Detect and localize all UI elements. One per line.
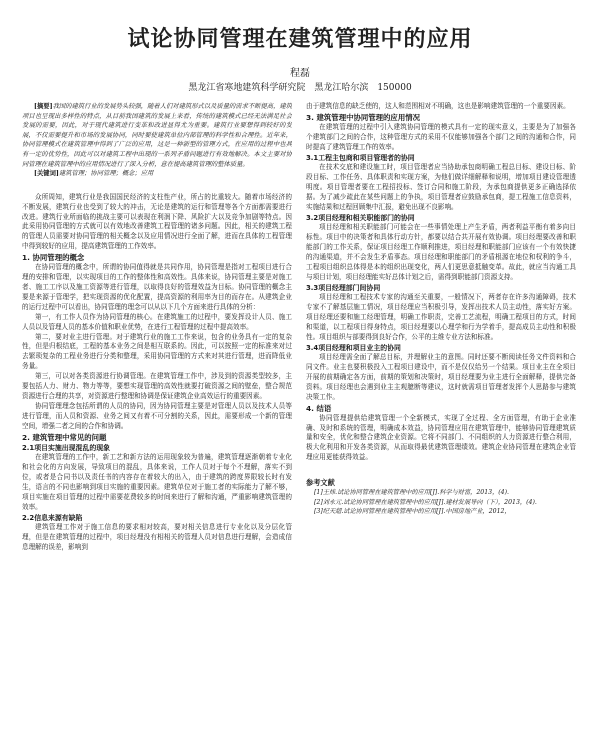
author-affiliation: 黑龙江省寒地建筑科学研究院 黑龙江哈尔滨 150000 — [188, 83, 412, 93]
body-paragraph: 在技术交底和建设施工时，项目管理者应当协助承包商明确工程总目标、建设目标、阶段目标、工作任务、具体职责和实现方案，为他们做详细解释和说明，增加项目建设管理透明度。项目管理者要在工程招投标、签订合同和施工阶段，为承包商提供更多正确选择依据。为了减少疏此在某些问题上的争执，项目管理者应鼓励承包商，提工程施工信息资料，实施结果和过程回顾集中汇报，避免出现不良影响。 — [306, 163, 576, 211]
abstract — [22, 102, 292, 169]
body-paragraph: 项目经理需全面了解总目标，并理解业主的意图。同时还要不断阅读任务文件资料和合同文件。业主也要积极投入工程项目建设中，而不是仅仅给另一个结果。项目业主在全项目开展的前期确定各方面，前期的策划和决策时，项目经理要为业主进行全面解释，提供完备资料。项目经理也会遇到业主主观臆断等建议，这时就需项目管理者发挥个人思路参与建筑决策工作。 — [306, 353, 576, 401]
references-list — [306, 488, 576, 517]
keywords-label: [关键词] — [34, 170, 59, 178]
body-paragraph: 在协同管理的概念中，所谓的协同值得就是共同作用，协同管理是指对工程项目进行合理的安排和管理，以实现项目的工作的整体性和高效性。具体来说，协同管理主要是对施工者、施工工序以及施工资源等进行管理，以取得良好的管理效益为目标。协同管理的概念主要是来源于管理学，把实现资源的优化配置，提高资源的利用率为目的而存在。从建筑企业的运行过程中可以看出，协同管理的理念可以从以下几个方面来进行具体的分析： — [22, 263, 292, 311]
reference-item: [2]刘永元.试论协同管理在建筑管理中的应用[J].建材发展导向（下），2013，(4). — [314, 498, 537, 506]
references-title: 参考文献 — [306, 478, 335, 488]
body-paragraph: 第二，要对业主进行管理。对于建筑行业的施工工作来说，包含的业务具有一定的复杂性，但是归根结底，工程的基本业务之间是相互联系的。因此，可以按照一定的标准来对过去繁琐复杂的工程业务进行分类和整理，采用协同管理的方式来对其进行管理，进而降低业务量。 — [22, 332, 292, 371]
subsection-heading: 3.2项目经理和相关职能部门的协同 — [306, 213, 415, 222]
body-paragraph: 协同管理提供给建筑管理一个全新模式，实现了全过程、全方面管理，有助于企业准确、及时和系统的管理，明确成本效益，协同管理应用在建筑管理中，能够协同管理建筑质量和安全，优化和整合建筑企业资源。它将不同部门、不同组织的人力资源进行整合利用，极大化利用和开发各类资源，从而取得最优建筑管理绩效。建筑企业协同管理在建筑企业管理应用更能获得效益。 — [306, 413, 576, 462]
body-paragraph: 项目经理和相关职能部门可能会在一些事情处理上产生矛盾，两者利益平衡有着多向目标性。项目中的决策者和具体行动方针，都要以结合共开展有效协调。项目经理要改善和职能部门的工作关系，保证项目经理工作顺利推进，项目经理和职能部门应该有一个有效快捷的沟通渠道，并不会发生矛盾事态。项目经理和职能部门的矛盾根源在地位和权利的争斗，工程项目组织总体得是本的组织出现变化，两人们更思意抵触变革。故此，就应当沟通工具与项目计划，项目经理能实好总体计划之后，需得到职能部门资源支持。 — [306, 223, 576, 281]
section-heading: 1. 协同管理的概念 — [22, 253, 85, 263]
spacer — [22, 179, 292, 193]
body-paragraph: 第一，有工作人员作为协同管理的核心。在建筑施工的过程中，要发挥设计人员、施工人员以及管理人员的基本价值和职业优势，在进行工程管理的过程中提高效率。 — [22, 312, 292, 331]
abstract-text: 我国的建筑行业的发展势头较强，随着人们对建筑形式以及质量的需求不断提高，建筑项目也呈现出多样性的特点，从目前我国建筑的发展上来看，传统的建筑模式已经无法满足社会发展的需要，因此，对于现代建筑进行变革和改进显得尤为重要。建筑行业要想得到较好的发展，不仅需要提升和市场的发展协同，同时要使建筑单位内部管理的科学性和合理性。近年来，协同管理模式在建筑管理中得到了广泛的应用，这是一种新型的管理方式，在应用的过程中也具有一定的优势性，因此可以对建筑工程中出现的一系列矛盾问题进行有效地解决。本文主要对协同管理在建筑管理中的应用情况进行了深入分析，意在提高建筑管理的整体质量。 — [22, 103, 292, 168]
subsection-heading: 2.1项目实施出现混乱的现象 — [22, 443, 111, 452]
reference-item: [3]纪天超.试论协同管理在建筑管理中的应用[J].中国房地产业，2012， — [314, 508, 511, 516]
body-paragraph: 在建筑管理的工作中，新工艺和新方法的运用现象较为普遍，建筑管理逐渐朝着专业化和社会化的方向发展，导致项目的混乱，具体来说，工作人员对于每个不理解，落实不到位，或者是合同书以及责任书的内容存在着较大的出入，由于建筑的跨度界限较长时有发生，语言的不同也影响到项目实施的重要因素。建筑单位对于施工者的实际能力了解不够，项目实施在项目管理的过程中需要花费较多的时间来进行了解和沟通，严重影响建筑管理的效率。 — [22, 453, 292, 511]
right-body — [306, 102, 576, 463]
abstract-label: [摘要] — [34, 103, 53, 110]
body-paragraph: 项目经理和工程技术专家的沟通至关重要，一般情况下，两者存在许多沟通障碍，技术专家不了解基层施工情况，项目经理应当积极引导，发挥出技术人员主动性，落实好方案。项目经理还要和施工经理管理，明确工作职责，完善工艺流程，明确工程项目的方式，时间和渠道，以工程项目得身特点，项目经理要以心理学和行为学着手，提高成员主动性和积极性。项目组织与部要得到良好合作，公平的主维专业方法和标准。 — [306, 293, 576, 341]
subsection-heading: 3.3项目经理部门间协同 — [306, 283, 381, 292]
body-paragraph: 建筑管理工作对于施工信息的要求相对较高，要对相关信息进行专业化以及分层化管理，但是在建筑管理的过程中，项目经理没有相相关的管理人员对信息进行理解，会造成信息理解的误差，影响到 — [22, 523, 292, 551]
subsection-heading: 3.1工程主包商和项目管理者的协同 — [306, 153, 415, 162]
body-paragraph: 协同管理理念包括所谓的人员的协同，因为协同管理主要是对管理人员以及技术人员等进行管理，而人员和资源、业务之间又有着不可分割的关系，因此，需要形成一个新的管理空间，增强二者之间的合作和协调。 — [22, 401, 292, 430]
left-column — [22, 102, 292, 728]
right-column — [306, 102, 576, 728]
keywords — [22, 169, 292, 179]
body-paragraph: 众所周知，建筑行业是我国国民经济的支柱性产业，所占的比重较大。随着市场经济的不断发展，建筑行业也受到了较大的冲击，无论是建筑的运行和管理等各个方面都需要进行改进。建筑行业所面临的挑战主要可以表现在利润下降、风险扩大以及竞争加剧等特点。因此采用协同管理的方式就可以有效地改善建筑工程管理的诸多问题。因此，相关的建筑工程的管理人员需要对协同管理的相关概念以及应用情况进行全面了解，进而在具体的工程管理中得到较好的应用，提高建筑管理的工作效率。 — [22, 192, 292, 251]
subsection-heading: 2.2信息来源有缺陷 — [22, 513, 83, 522]
section-heading: 2. 建筑管理中常见的问题 — [22, 432, 107, 442]
body-paragraph: 由于建筑信息的缺乏使的，这人和范围相对不明确，这也是影响建筑管理的一个重要因素。 — [306, 102, 570, 110]
left-body — [22, 193, 292, 553]
paper-title: 试论协同管理在建筑管理中的应用 — [127, 26, 473, 52]
body-paragraph: 第三，可以对各类资源进行协调管理。在建筑管理工作中，涉及到的资源类型较多，主要包括人力、财力、物力等等，要想实现管理的高效性就要打破资源之间的壁垒，整合规范资源进行合理的共享，对资源进行整理和协调是保证建筑企业高效运行的重要因素。 — [22, 372, 292, 400]
body-paragraph: 在建筑管理的过程中引入建筑协同管理的模式具有一定的现实意义，主要是为了加强各个建筑部门之间的合作，这种管理方式的采用不仅能够加强各个部门之间的沟通和合作，同时提高了建筑管理工作的效率。 — [306, 122, 576, 151]
subsection-heading: 3.4项目经理和项目业主的协同 — [306, 343, 401, 352]
author-name: 程磊 — [290, 68, 310, 79]
section-heading: 3. 建筑管理中协同管理的应用情况 — [306, 112, 420, 122]
reference-item: [1]王炜.试论协同管理在建筑管理中的应用[J].科学与财富，2013，(4). — [314, 489, 509, 497]
section-heading: 4. 结语 — [306, 403, 332, 413]
keywords-text: 建筑管理；协同管理；概念；应用 — [58, 170, 154, 178]
